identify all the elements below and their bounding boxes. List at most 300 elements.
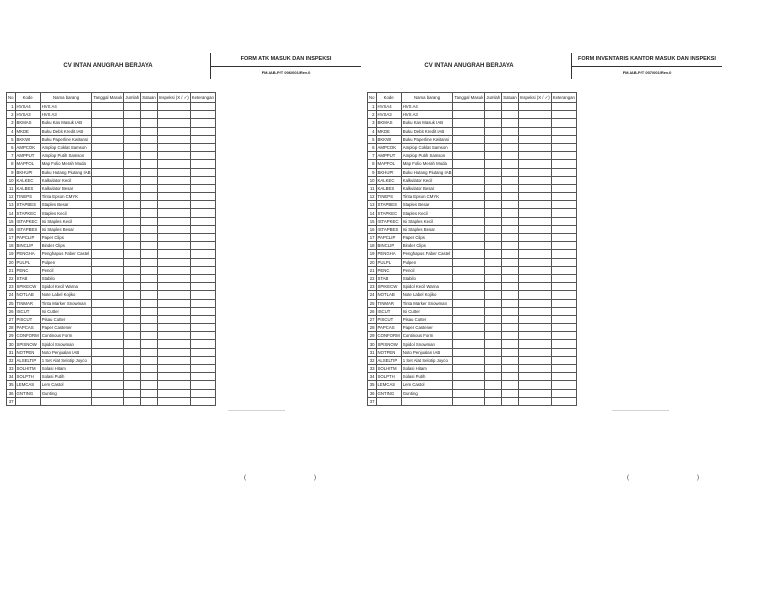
row-kode: PAPCAS	[15, 324, 40, 332]
row-jumlah	[485, 152, 502, 160]
row-no: 23	[368, 283, 377, 291]
table-row	[368, 389, 577, 397]
row-kode: BKKWI	[376, 135, 401, 143]
row-satuan	[141, 152, 158, 160]
table-row	[7, 103, 216, 111]
row-inspeksi	[518, 315, 551, 323]
row-kode: SPISNOW	[15, 340, 40, 348]
row-nama-barang: Paper Clips	[401, 234, 453, 242]
row-nama-barang: Kalkulator Besar	[40, 184, 92, 192]
row-keterangan	[551, 307, 576, 315]
table-row	[7, 397, 216, 405]
row-no: 4	[368, 127, 377, 135]
row-inspeksi	[157, 299, 190, 307]
row-no: 5	[368, 135, 377, 143]
table-row	[7, 160, 216, 168]
row-inspeksi	[157, 315, 190, 323]
row-kode: PAPCLIP	[376, 234, 401, 242]
row-keterangan	[551, 217, 576, 225]
row-jumlah	[124, 315, 141, 323]
row-inspeksi	[157, 397, 190, 405]
row-no: 5	[7, 135, 16, 143]
table-row	[7, 324, 216, 332]
row-tanggal-masuk	[92, 152, 124, 160]
row-satuan	[502, 217, 519, 225]
row-kode: ISCUT	[376, 307, 401, 315]
row-keterangan	[551, 291, 576, 299]
row-inspeksi	[518, 340, 551, 348]
row-jumlah	[485, 356, 502, 364]
table-row	[368, 266, 577, 274]
row-no: 12	[368, 193, 377, 201]
row-satuan	[141, 217, 158, 225]
row-inspeksi	[518, 397, 551, 405]
table-row	[7, 291, 216, 299]
row-inspeksi	[157, 324, 190, 332]
row-tanggal-masuk	[453, 217, 485, 225]
row-tanggal-masuk	[453, 160, 485, 168]
row-satuan	[141, 324, 158, 332]
row-nama-barang: Tinta Epson CMYK	[401, 193, 453, 201]
row-kode: PULPL	[376, 258, 401, 266]
table-header-row	[7, 93, 216, 103]
row-no: 31	[7, 348, 16, 356]
column-header-satuan: Satuan	[502, 93, 519, 103]
row-tanggal-masuk	[92, 111, 124, 119]
table-row	[368, 209, 577, 217]
row-nama-barang: Note Label Kojiko	[401, 291, 453, 299]
row-kode: SOLHITM	[15, 365, 40, 373]
row-keterangan	[551, 201, 576, 209]
row-keterangan	[190, 209, 215, 217]
row-kode: ISTAPKEC	[376, 217, 401, 225]
row-jumlah	[485, 389, 502, 397]
row-jumlah	[124, 397, 141, 405]
row-jumlah	[485, 242, 502, 250]
row-satuan	[502, 135, 519, 143]
row-nama-barang: Spidol Snowman	[40, 340, 92, 348]
table-row	[368, 176, 577, 184]
table-row	[7, 242, 216, 250]
row-kode: HVSA4	[15, 103, 40, 111]
row-satuan	[141, 348, 158, 356]
row-jumlah	[124, 389, 141, 397]
row-tanggal-masuk	[453, 143, 485, 151]
row-inspeksi	[157, 332, 190, 340]
signature-paren-close: )	[314, 475, 316, 481]
row-satuan	[141, 332, 158, 340]
row-satuan	[141, 201, 158, 209]
row-satuan	[141, 283, 158, 291]
row-jumlah	[485, 266, 502, 274]
row-tanggal-masuk	[453, 389, 485, 397]
row-satuan	[502, 225, 519, 233]
table-row	[7, 184, 216, 192]
row-jumlah	[124, 291, 141, 299]
row-satuan	[141, 242, 158, 250]
row-inspeksi	[518, 365, 551, 373]
row-jumlah	[124, 193, 141, 201]
table-row	[7, 176, 216, 184]
row-tanggal-masuk	[453, 111, 485, 119]
row-tanggal-masuk	[453, 184, 485, 192]
row-keterangan	[551, 266, 576, 274]
row-no: 36	[7, 389, 16, 397]
row-inspeksi	[157, 176, 190, 184]
row-jumlah	[485, 332, 502, 340]
row-kode: KALKEC	[376, 176, 401, 184]
table-row	[7, 299, 216, 307]
row-keterangan	[551, 299, 576, 307]
row-nama-barang: Paper Clips	[40, 234, 92, 242]
row-keterangan	[190, 201, 215, 209]
row-keterangan	[551, 315, 576, 323]
row-nama-barang: Isi Staples Kecil	[401, 217, 453, 225]
row-satuan	[141, 119, 158, 127]
row-keterangan	[551, 119, 576, 127]
row-keterangan	[551, 111, 576, 119]
row-keterangan	[190, 348, 215, 356]
row-keterangan	[190, 332, 215, 340]
row-nama-barang: Buku Hutang Piutang IAB	[41, 169, 91, 175]
row-kode: SOLPTH	[15, 373, 40, 381]
row-inspeksi	[157, 225, 190, 233]
row-inspeksi	[518, 266, 551, 274]
row-tanggal-masuk	[92, 315, 124, 323]
table-row	[368, 168, 577, 176]
row-inspeksi	[157, 143, 190, 151]
row-tanggal-masuk	[92, 356, 124, 364]
column-header-no: No	[7, 93, 16, 103]
row-satuan	[502, 184, 519, 192]
row-satuan	[502, 103, 519, 111]
table-row	[368, 103, 577, 111]
row-satuan	[141, 209, 158, 217]
form-doc-code: FM-IAB-P/T 007/001/Rev.0	[622, 70, 672, 75]
row-keterangan	[551, 356, 576, 364]
row-kode: BKMAS	[376, 119, 401, 127]
row-no: 10	[7, 176, 16, 184]
row-nama-barang: Pulpen	[40, 258, 92, 266]
row-keterangan	[190, 242, 215, 250]
row-nama-barang: Buku Hutang Piutang IAB	[402, 169, 452, 175]
row-kode: STAB	[376, 274, 401, 282]
row-tanggal-masuk	[92, 209, 124, 217]
table-row	[7, 340, 216, 348]
row-kode: STAB	[15, 274, 40, 282]
column-header-satuan: Satuan	[141, 93, 158, 103]
row-nama-barang: Map Folio Merah Muda	[401, 160, 453, 168]
row-no: 22	[368, 274, 377, 282]
row-nama-barang: Staples Kecil	[40, 209, 92, 217]
row-nama-barang: Isi Staples Besar	[40, 225, 92, 233]
row-nama-barang: Lem Castol	[401, 381, 453, 389]
row-tanggal-masuk	[453, 201, 485, 209]
row-nama-barang	[40, 397, 92, 405]
row-kode: STAPBES	[15, 201, 40, 209]
row-satuan	[502, 258, 519, 266]
row-keterangan	[190, 119, 215, 127]
row-keterangan	[551, 365, 576, 373]
row-no: 35	[7, 381, 16, 389]
row-inspeksi	[518, 242, 551, 250]
row-inspeksi	[157, 274, 190, 282]
row-keterangan	[190, 324, 215, 332]
row-no: 25	[7, 299, 16, 307]
row-keterangan	[190, 258, 215, 266]
table-row	[368, 217, 577, 225]
row-tanggal-masuk	[92, 365, 124, 373]
row-jumlah	[124, 365, 141, 373]
row-satuan	[502, 209, 519, 217]
row-tanggal-masuk	[453, 225, 485, 233]
row-tanggal-masuk	[453, 291, 485, 299]
row-nama-barang: Amplop Coklat Samson	[40, 143, 92, 151]
row-tanggal-masuk	[453, 209, 485, 217]
row-keterangan	[190, 291, 215, 299]
row-satuan	[141, 381, 158, 389]
row-nama-barang: Kalkulator Kecil	[401, 176, 453, 184]
row-jumlah	[124, 201, 141, 209]
row-no: 2	[7, 111, 16, 119]
row-inspeksi	[157, 160, 190, 168]
row-inspeksi	[518, 299, 551, 307]
row-no: 29	[7, 332, 16, 340]
row-jumlah	[485, 209, 502, 217]
row-kode: BKMAS	[15, 119, 40, 127]
row-inspeksi	[157, 348, 190, 356]
table-row	[368, 258, 577, 266]
row-jumlah	[485, 201, 502, 209]
row-nama-barang: Noto Penjualan IAB	[40, 348, 92, 356]
row-nama-barang: Amplop Coklat Samson	[401, 143, 453, 151]
table-row	[368, 381, 577, 389]
row-keterangan	[190, 152, 215, 160]
row-kode: ALSELTIP	[15, 356, 40, 364]
row-no: 27	[7, 315, 16, 323]
table-row	[7, 348, 216, 356]
row-satuan	[141, 274, 158, 282]
row-tanggal-masuk	[453, 168, 485, 176]
row-tanggal-masuk	[92, 103, 124, 111]
row-no: 19	[368, 250, 377, 258]
table-row	[368, 135, 577, 143]
row-no: 24	[368, 291, 377, 299]
row-jumlah	[124, 160, 141, 168]
table-row	[368, 340, 577, 348]
row-jumlah	[124, 111, 141, 119]
row-tanggal-masuk	[92, 160, 124, 168]
table-row	[7, 127, 216, 135]
row-kode: NOTLAB	[15, 291, 40, 299]
row-kode: GNTING	[15, 389, 40, 397]
row-no: 34	[7, 373, 16, 381]
row-tanggal-masuk	[92, 283, 124, 291]
row-tanggal-masuk	[92, 201, 124, 209]
row-jumlah	[124, 266, 141, 274]
row-jumlah	[485, 184, 502, 192]
row-satuan	[141, 340, 158, 348]
row-jumlah	[485, 176, 502, 184]
row-jumlah	[124, 234, 141, 242]
row-no: 20	[368, 258, 377, 266]
row-no: 37	[7, 397, 16, 405]
row-satuan	[141, 184, 158, 192]
row-nama-barang: Isi Staples Besar	[401, 225, 453, 233]
row-kode: PAPCLIP	[15, 234, 40, 242]
row-kode: TINMAR	[376, 299, 401, 307]
row-keterangan	[551, 184, 576, 192]
row-tanggal-masuk	[453, 365, 485, 373]
row-jumlah	[485, 373, 502, 381]
column-header-jumlah: Jumlah	[485, 93, 502, 103]
row-nama-barang: Solasi Putih	[40, 373, 92, 381]
row-satuan	[502, 119, 519, 127]
table-row	[7, 274, 216, 282]
row-nama-barang: Kalkulator Besar	[401, 184, 453, 192]
row-nama-barang: Amplop Putih Samson	[401, 152, 453, 160]
row-tanggal-masuk	[453, 193, 485, 201]
row-keterangan	[190, 111, 215, 119]
row-no: 3	[368, 119, 377, 127]
row-nama-barang: Buku Debit Kredit IAB	[401, 127, 453, 135]
table-row	[368, 332, 577, 340]
row-no: 1	[7, 103, 16, 111]
table-row	[7, 389, 216, 397]
row-nama-barang: Staples Kecil	[401, 209, 453, 217]
row-inspeksi	[518, 291, 551, 299]
row-tanggal-masuk	[453, 258, 485, 266]
row-tanggal-masuk	[453, 135, 485, 143]
row-satuan	[502, 397, 519, 405]
row-inspeksi	[157, 266, 190, 274]
row-kode: BKHUPI	[15, 168, 40, 176]
row-keterangan	[551, 143, 576, 151]
row-kode: STAPKEC	[376, 209, 401, 217]
table-row	[368, 274, 577, 282]
row-inspeksi	[157, 135, 190, 143]
row-tanggal-masuk	[92, 135, 124, 143]
row-no: 9	[7, 168, 16, 176]
table-row	[7, 266, 216, 274]
row-keterangan	[190, 315, 215, 323]
row-no: 12	[7, 193, 16, 201]
row-kode: SPIKECW	[15, 283, 40, 291]
row-inspeksi	[518, 209, 551, 217]
row-inspeksi	[157, 152, 190, 160]
row-jumlah	[124, 127, 141, 135]
row-jumlah	[485, 340, 502, 348]
row-satuan	[141, 160, 158, 168]
row-no: 13	[368, 201, 377, 209]
column-header-jumlah: Jumlah	[124, 93, 141, 103]
row-kode: CONFORM	[377, 333, 400, 339]
row-nama-barang: Binder Clips	[40, 242, 92, 250]
row-jumlah	[485, 258, 502, 266]
row-no: 33	[368, 365, 377, 373]
row-tanggal-masuk	[92, 143, 124, 151]
row-no: 30	[368, 340, 377, 348]
row-jumlah	[485, 348, 502, 356]
row-keterangan	[551, 234, 576, 242]
row-keterangan	[190, 365, 215, 373]
row-keterangan	[551, 397, 576, 405]
row-inspeksi	[157, 389, 190, 397]
row-inspeksi	[518, 348, 551, 356]
row-jumlah	[124, 209, 141, 217]
row-satuan	[502, 389, 519, 397]
row-keterangan	[190, 184, 215, 192]
table-row	[368, 356, 577, 364]
row-no: 28	[7, 324, 16, 332]
table-row	[7, 201, 216, 209]
row-nama-barang: Pulpen	[401, 258, 453, 266]
row-satuan	[502, 381, 519, 389]
row-no: 17	[368, 234, 377, 242]
row-jumlah	[485, 135, 502, 143]
row-kode: BINCLIP	[15, 242, 40, 250]
row-tanggal-masuk	[453, 397, 485, 405]
column-header-kode: Kode	[376, 93, 401, 103]
row-satuan	[141, 143, 158, 151]
row-satuan	[502, 127, 519, 135]
row-kode: ISCUT	[15, 307, 40, 315]
row-inspeksi	[518, 168, 551, 176]
row-nama-barang: Spidol Snowman	[401, 340, 453, 348]
row-nama-barang: Buku Kas Masuk IAB	[401, 119, 453, 127]
row-keterangan	[551, 160, 576, 168]
row-nama-barang: Buku Debit Kredit IAB	[40, 127, 92, 135]
row-satuan	[141, 103, 158, 111]
signature-paren-open: (	[627, 475, 629, 481]
row-no: 30	[7, 340, 16, 348]
row-nama-barang: Paper Castener	[401, 324, 453, 332]
row-satuan	[502, 250, 519, 258]
table-row	[7, 381, 216, 389]
row-satuan	[502, 234, 519, 242]
row-jumlah	[124, 176, 141, 184]
row-tanggal-masuk	[92, 234, 124, 242]
row-tanggal-masuk	[92, 242, 124, 250]
table-row	[7, 152, 216, 160]
row-keterangan	[551, 340, 576, 348]
row-nama-barang: Spidol Kecil Warna	[401, 283, 453, 291]
row-tanggal-masuk	[453, 250, 485, 258]
table-row	[7, 119, 216, 127]
row-kode	[376, 397, 401, 405]
row-no: 28	[368, 324, 377, 332]
row-keterangan	[190, 135, 215, 143]
row-satuan	[502, 324, 519, 332]
row-keterangan	[551, 250, 576, 258]
row-kode: PENGHA	[15, 250, 40, 258]
row-kode: SPISNOW	[376, 340, 401, 348]
table-row	[7, 332, 216, 340]
row-kode: TINEPS	[15, 193, 40, 201]
row-nama-barang: Penghapus Faber Castel	[401, 250, 453, 258]
row-jumlah	[485, 127, 502, 135]
row-kode: GNTING	[376, 389, 401, 397]
table-row	[7, 373, 216, 381]
row-tanggal-masuk	[92, 127, 124, 135]
row-kode: AMPPUT	[376, 152, 401, 160]
column-header-nama-barang: Nama barang	[401, 93, 453, 103]
table-row	[368, 127, 577, 135]
row-jumlah	[485, 291, 502, 299]
row-tanggal-masuk	[453, 242, 485, 250]
row-nama-barang: HVS A3	[40, 111, 92, 119]
row-inspeksi	[157, 291, 190, 299]
